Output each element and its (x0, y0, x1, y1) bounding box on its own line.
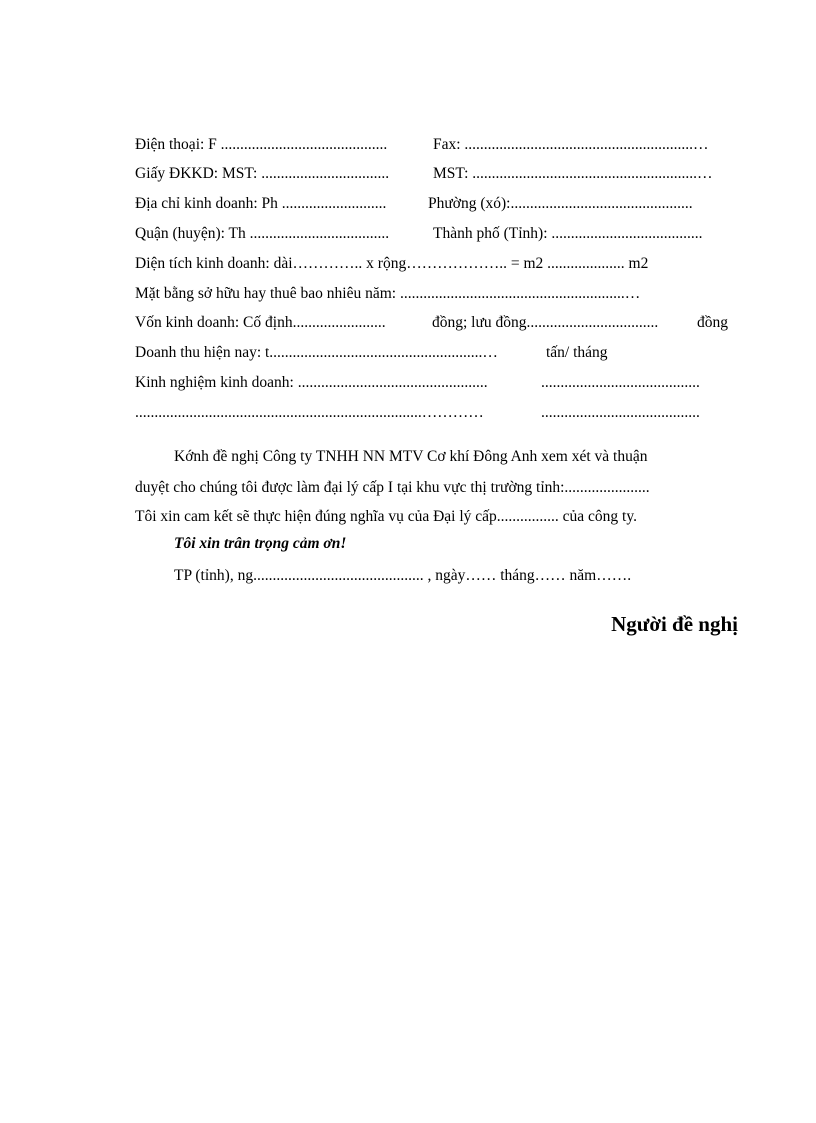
request-line-3: Tôi xin cam kết sẽ thực hiện đúng nghĩa vụ của Đại lý cấp................ của công ty. (135, 508, 637, 525)
district-field: Quận (huyện): Th .................................... (135, 225, 390, 242)
capital-currency-1: đồng; lưu đồng.................................. (432, 314, 659, 331)
address-field: Địa chỉ kinh doanh: Ph ........................... (135, 195, 387, 212)
signer-title: Người đề nghị (611, 612, 738, 636)
capital-field: Vốn kinh doanh: Cố định........................ (135, 314, 386, 331)
premises-field: Mặt bằng sở hữu hay thuê bao nhiêu năm: ..........................................................… (135, 285, 641, 302)
thanks-text: Tôi xin trân trọng cảm ơn! (174, 535, 347, 552)
ward-field: Phường (xó):............................................... (428, 195, 693, 212)
revenue-unit: tấn/ tháng (546, 344, 608, 361)
license-field: Giấy ĐKKD: MST: ................................. (135, 165, 390, 182)
phone-field: Điện thoại: F ........................................... (135, 136, 388, 153)
request-line-1: Kớnh đề nghị Công ty TNHH NN MTV Cơ khí Đông Anh xem xét và thuận (174, 448, 648, 465)
city-field: Thành phố (Tỉnh): ....................................... (433, 225, 703, 242)
request-line-2: duyệt cho chúng tôi được làm đại lý cấp I tại khu vực thị trường tỉnh:...................... (135, 479, 650, 496)
date-line: TP (tỉnh), ng............................................ , ngày…… tháng…… năm……. (174, 567, 632, 584)
mst-field: MST: ..........................................................… (433, 165, 713, 182)
capital-currency-2: đồng (697, 314, 728, 331)
revenue-field: Doanh thu hiện nay: t.......................................................… (135, 344, 498, 361)
experience-extra: ......................................... (541, 374, 700, 391)
experience-line-2-extra: ......................................... (541, 404, 700, 421)
experience-line-2: ..........................................................................………… (135, 404, 484, 421)
area-field: Diện tích kinh doanh: dài………….. x rộng……………….. = m2 .................... m2 (135, 255, 649, 272)
experience-field: Kinh nghiệm kinh doanh: ................................................. (135, 374, 488, 391)
fax-field: Fax: ...........................................................… (433, 136, 709, 153)
